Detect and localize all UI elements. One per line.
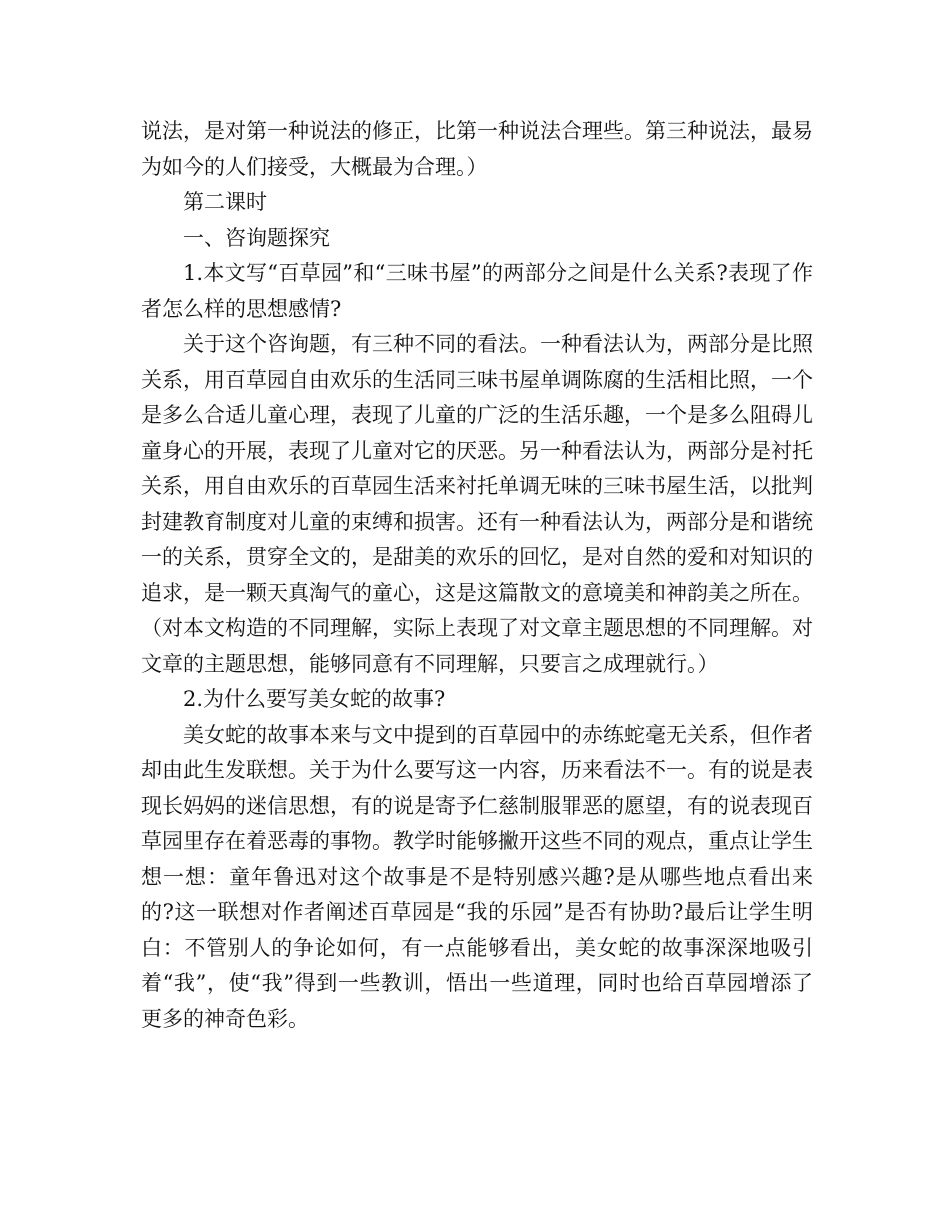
question-2: 2.为什么要写美女蛇的故事? xyxy=(183,687,446,711)
paragraph-continuation: 说法，是对第一种说法的修正，比第一种说法合理些。第三种说法，最易为如今的人们接受，大概最为合理。） xyxy=(141,119,813,179)
question-1: 1.本文写“百草园”和“三味书屋”的两部分之间是什么关系?表现了作者怎么样的思想感情? xyxy=(141,261,813,321)
document-body xyxy=(141,114,813,1037)
answer-2: 美女蛇的故事本来与文中提到的百草园中的赤练蛇毫无关系，但作者却由此生发联想。关于为什么要写这一内容，历来看法不一。有的说是表现长妈妈的迷信思想，有的说是寄予仁慈制服罪恶的愿望，有的说表现百草园里存在着恶毒的事物。教学时能够撇开这些不同的观点，重点让学生想一想：童年鲁迅对这个故事是不是特别感兴趣?是从哪些地点看出来的?这一联想对作者阐述百草园是“我的乐园”是否有协助?最后让学生明白：不管别人的争论如何，有一点能够看出，美女蛇的故事深深地吸引着“我”，使“我”得到一些教训，悟出一些道理，同时也给百草园增添了更多的神奇色彩。 xyxy=(141,722,813,1031)
section-heading: 一、咨询题探究 xyxy=(183,225,330,250)
answer-1: 关于这个咨询题，有三种不同的看法。一种看法认为，两部分是比照关系，用百草园自由欢乐的生活同三味书屋单调陈腐的生活相比照，一个是多么合适儿童心理，表现了儿童的广泛的生活乐趣，一个是多么阻碍儿童身心的开展，表现了儿童对它的厌恶。另一种看法认为，两部分是衬托关系，用自由欢乐的百草园生活来衬托单调无味的三味书屋生活，以批判封建教育制度对儿童的束缚和损害。还有一种看法认为，两部分是和谐统一的关系，贯穿全文的，是甜美的欢乐的回忆，是对自然的爱和对知识的追求，是一颗天真淘气的童心，这是这篇散文的意境美和神韵美之所在。（对本文构造的不同理解，实际上表现了对文章主题思想的不同理解。对文章的主题思想，能够同意有不同理解，只要言之成理就行。） xyxy=(141,332,813,676)
lesson-heading: 第二课时 xyxy=(183,190,267,214)
